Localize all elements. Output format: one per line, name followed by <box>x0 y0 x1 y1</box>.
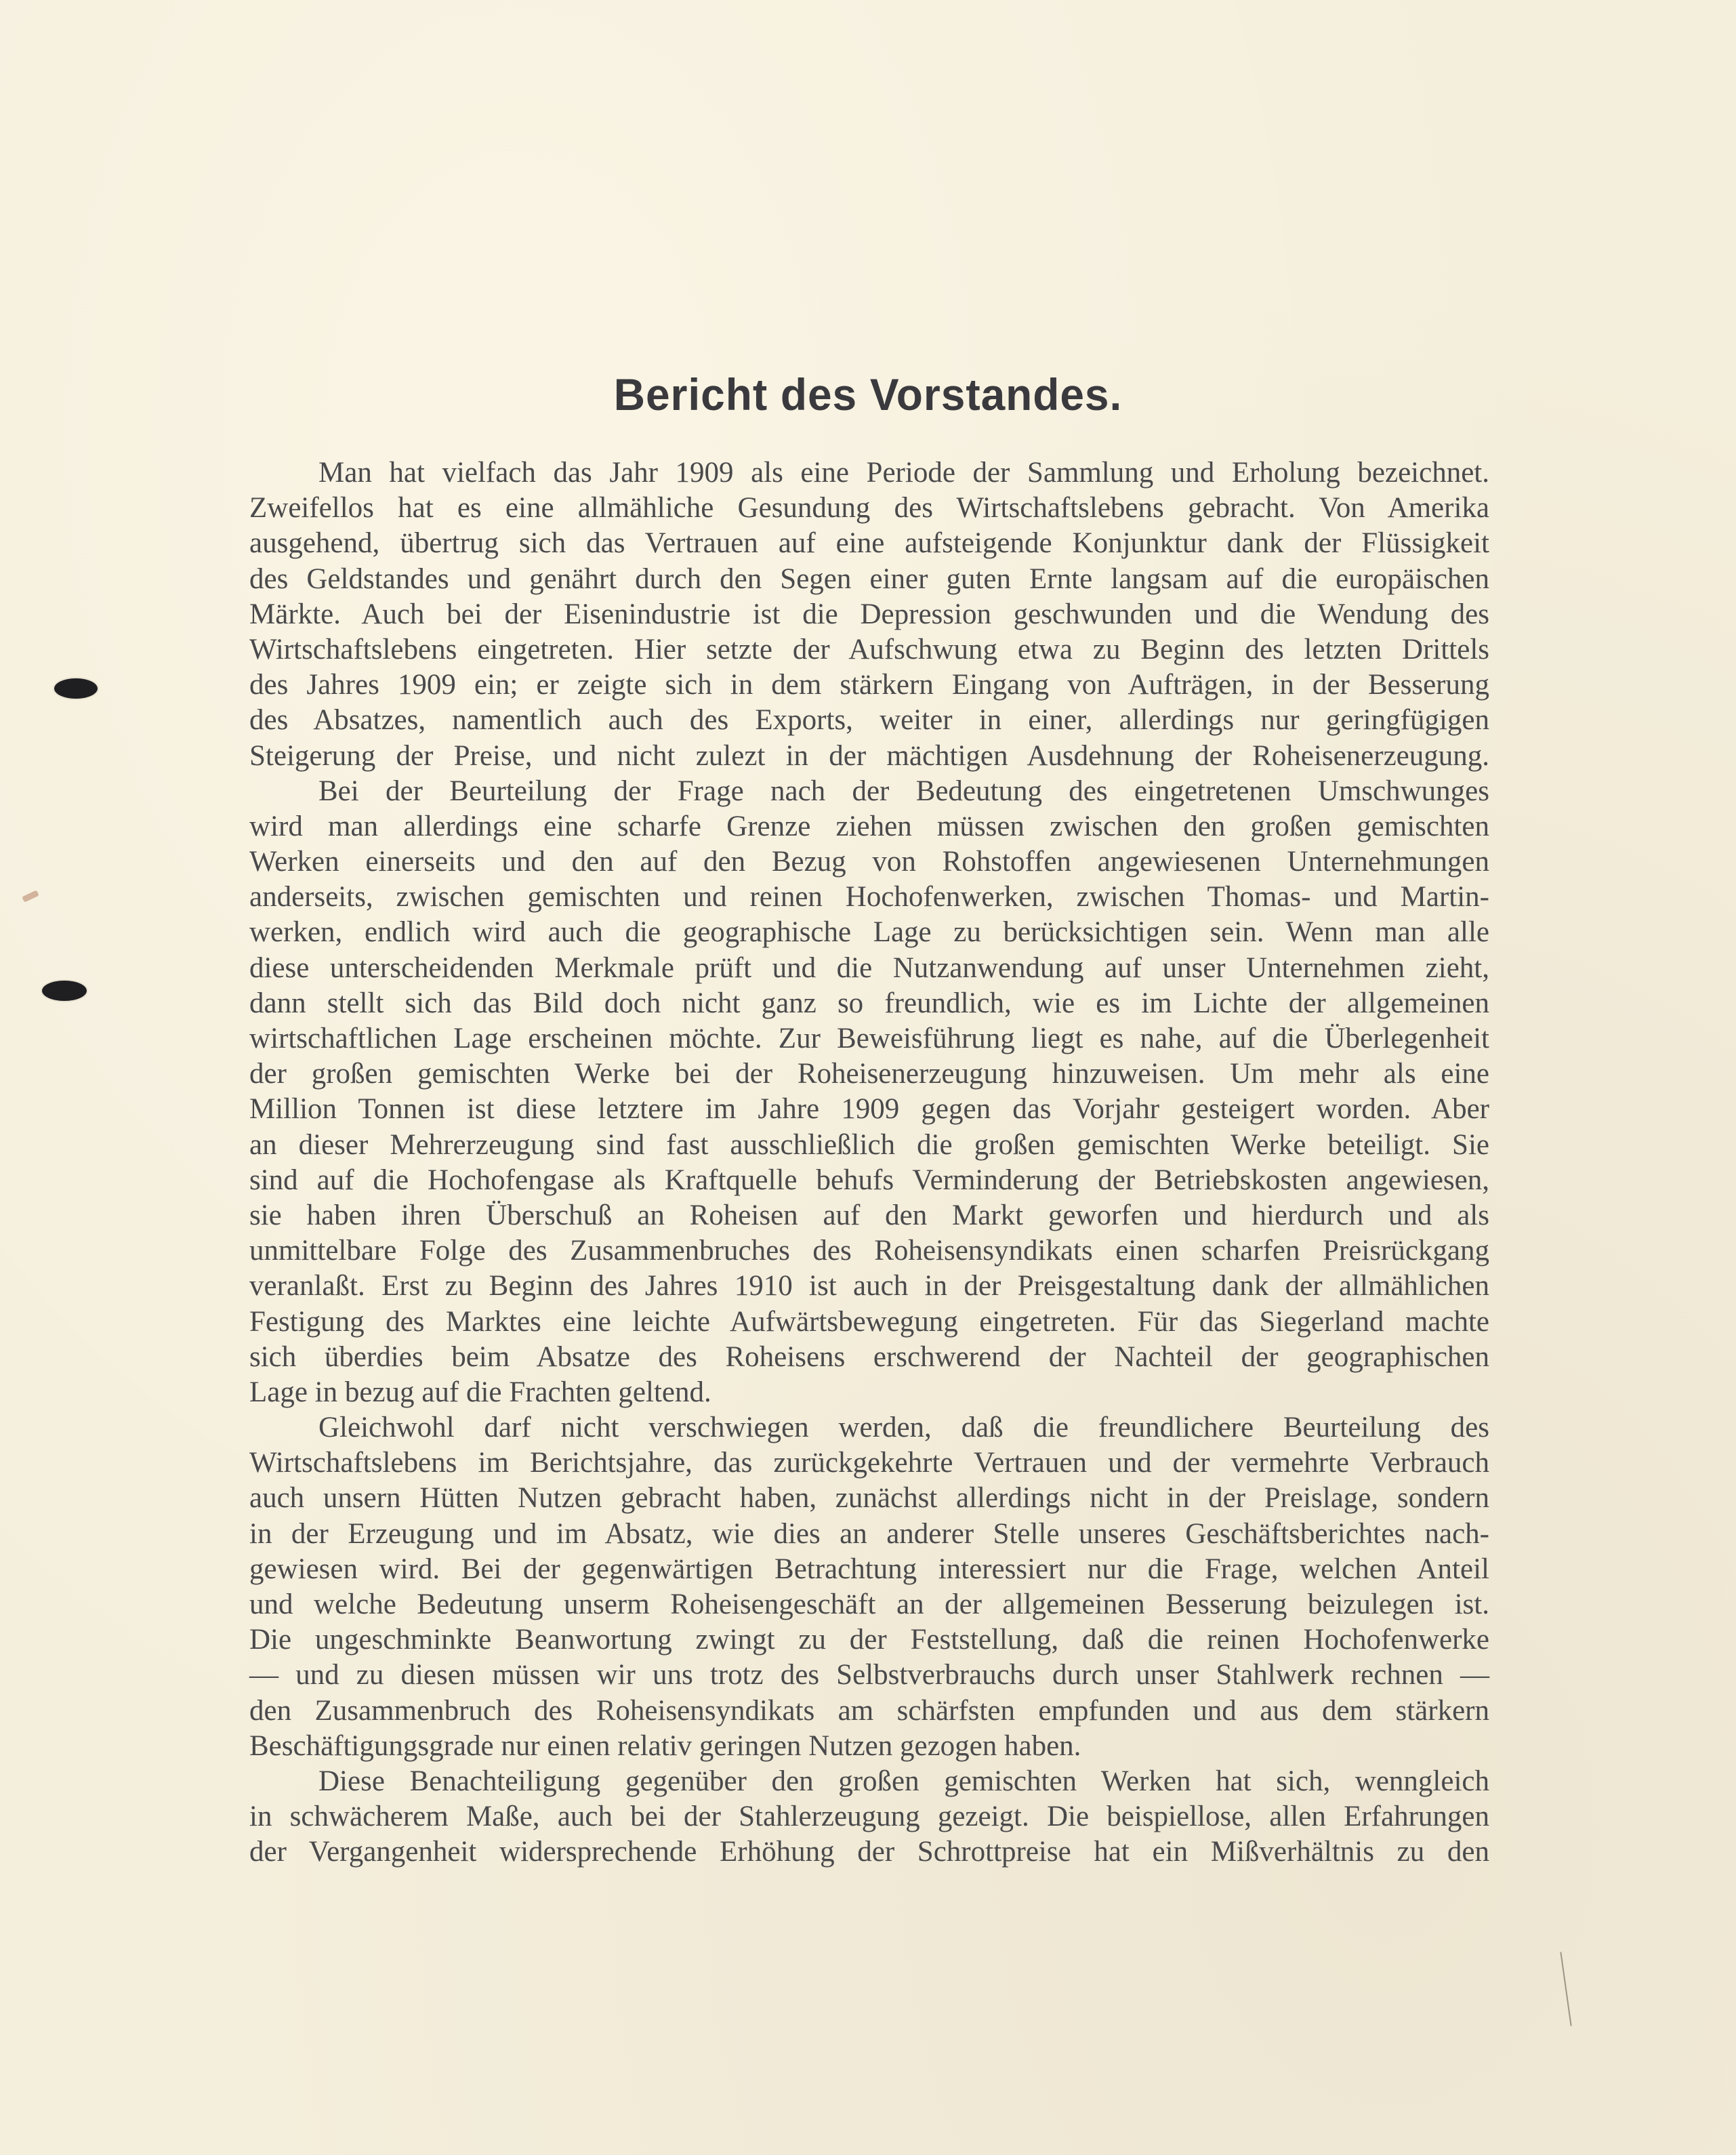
text-line: sind auf die Hochofengase als Kraftquelle behufs Verminderung der Betriebskosten angewiesen, <box>249 1164 1489 1196</box>
text-line: des Absatzes, namentlich auch des Exports, weiter in einer, allerdings nur geringfügigen <box>249 704 1489 737</box>
text-line: Gleichwohl darf nicht verschwiegen werden, daß die freundlichere Beurteilung des <box>318 1412 1489 1444</box>
page-title: Bericht des Vorstandes. <box>613 369 1123 420</box>
text-line: Bei der Beurteilung der Frage nach der Bedeutung des eingetretenen Umschwunges <box>318 775 1489 807</box>
text-line: — und zu diesen müssen wir uns trotz des Selbstverbrauchs durch unser Stahlwerk rechnen — <box>249 1659 1489 1691</box>
paragraph <box>249 1410 1489 1764</box>
text-line: an dieser Mehrerzeugung sind fast ausschließlich die großen gemischten Werke beteiligt. Sie <box>249 1128 1489 1161</box>
text-line: Diese Benachteiligung gegenüber den großen gemischten Werken hat sich, wenngleich <box>318 1765 1489 1797</box>
paper-crease <box>1560 1952 1571 2026</box>
text-line: des Jahres 1909 ein; er zeigte sich in dem stärkern Eingang von Aufträgen, in der Besserung <box>249 669 1489 701</box>
text-line: sich überdies beim Absatze des Roheisens erschwerend der Nachteil der geographischen <box>249 1340 1489 1373</box>
text-line: Zweifellos hat es eine allmähliche Gesundung des Wirtschaftslebens gebracht. Von Amerika <box>249 492 1489 525</box>
paragraph <box>249 455 1489 774</box>
text-line: der Vergangenheit widersprechende Erhöhung der Schrottpreise hat ein Mißverhältnis zu den <box>249 1836 1489 1868</box>
text-line: gewiesen wird. Bei der gegenwärtigen Betrachtung interessiert nur die Frage, welchen Anteil <box>249 1553 1489 1585</box>
text-line: sie haben ihren Überschuß an Roheisen auf den Markt geworfen und hierdurch und als <box>249 1199 1489 1231</box>
text-line: Lage in bezug auf die Frachten geltend. <box>249 1376 711 1408</box>
text-line: unmittelbare Folge des Zusammenbruches des Roheisensyndikats einen scharfen Preisrückgang <box>249 1235 1489 1267</box>
text-line: des Geldstandes und genährt durch den Segen einer guten Ernte langsam auf die europäischen <box>249 562 1489 595</box>
text-line: Märkte. Auch bei der Eisenindustrie ist die Depression geschwunden und die Wendung des <box>249 598 1489 630</box>
punch-hole-icon <box>54 678 98 699</box>
text-line: Festigung des Marktes eine leichte Aufwärtsbewegung eingetreten. Für das Siegerland machte <box>249 1305 1489 1338</box>
text-line: Werken einerseits und den auf den Bezug von Rohstoffen angewiesenen Unternehmungen <box>249 846 1489 878</box>
text-line: Beschäftigungsgrade nur einen relativ geringen Nutzen gezogen haben. <box>249 1729 1081 1762</box>
text-line: in schwächerem Maße, auch bei der Stahlerzeugung gezeigt. Die beispiellose, allen Erfahrungen <box>249 1801 1489 1833</box>
text-line: und welche Bedeutung unserm Roheisengeschäft an der allgemeinen Besserung beizulegen ist. <box>249 1588 1489 1620</box>
text-line: der großen gemischten Werke bei der Roheisenerzeugung hinzuweisen. Um mehr als eine <box>249 1058 1489 1090</box>
paper-blemish <box>22 890 39 902</box>
text-line: wirtschaftlichen Lage erscheinen möchte. Zur Beweisführung liegt es nahe, auf die Überlegenheit <box>249 1023 1489 1054</box>
paragraph <box>249 774 1489 1410</box>
text-line: veranlaßt. Erst zu Beginn des Jahres 1910 ist auch in der Preisgestaltung dank der allmählichen <box>249 1270 1489 1302</box>
text-line: Wirtschaftslebens im Berichtsjahre, das zurückgekehrte Vertrauen und der vermehrte Verbrauch <box>249 1447 1489 1479</box>
paragraph <box>249 1764 1489 1870</box>
text-line: den Zusammenbruch des Roheisensyndikats am schärfsten empfunden und aus dem stärkern <box>249 1694 1489 1727</box>
punch-hole-icon <box>42 981 87 1001</box>
text-line: Million Tonnen ist diese letztere im Jahre 1909 gegen das Vorjahr gesteigert worden. Aber <box>249 1093 1489 1126</box>
text-line: in der Erzeugung und im Absatz, wie dies an anderer Stelle unseres Geschäftsberichtes nach- <box>249 1517 1489 1550</box>
text-line: Steigerung der Preise, und nicht zulezt in der mächtigen Ausdehnung der Roheisenerzeugung. <box>249 739 1489 772</box>
text-line: wird man allerdings eine scharfe Grenze ziehen müssen zwischen den großen gemischten <box>249 810 1489 842</box>
text-line: anderseits, zwischen gemischten und reinen Hochofenwerken, zwischen Thomas- und Martin- <box>249 881 1489 914</box>
report-body <box>249 455 1489 1870</box>
text-line: Wirtschaftslebens eingetreten. Hier setzte der Aufschwung etwa zu Beginn des letzten Drittels <box>249 633 1489 665</box>
text-line: dann stellt sich das Bild doch nicht ganz so freundlich, wie es im Lichte der allgemeinen <box>249 987 1489 1019</box>
text-line: werken, endlich wird auch die geographische Lage zu berücksichtigen sein. Wenn man alle <box>249 916 1489 949</box>
text-line: ausgehend, übertrug sich das Vertrauen auf eine aufsteigende Konjunktur dank der Flüssigkeit <box>249 527 1489 560</box>
text-line: auch unsern Hütten Nutzen gebracht haben, zunächst allerdings nicht in der Preislage, sondern <box>249 1482 1489 1515</box>
text-line: Man hat vielfach das Jahr 1909 als eine Periode der Sammlung und Erholung bezeichnet. <box>318 457 1489 489</box>
text-line: Die ungeschminkte Beanwortung zwingt zu der Feststellung, daß die reinen Hochofenwerke <box>249 1624 1489 1656</box>
text-line: diese unterscheidenden Merkmale prüft und die Nutzanwendung auf unser Unternehmen zieht, <box>249 951 1489 984</box>
